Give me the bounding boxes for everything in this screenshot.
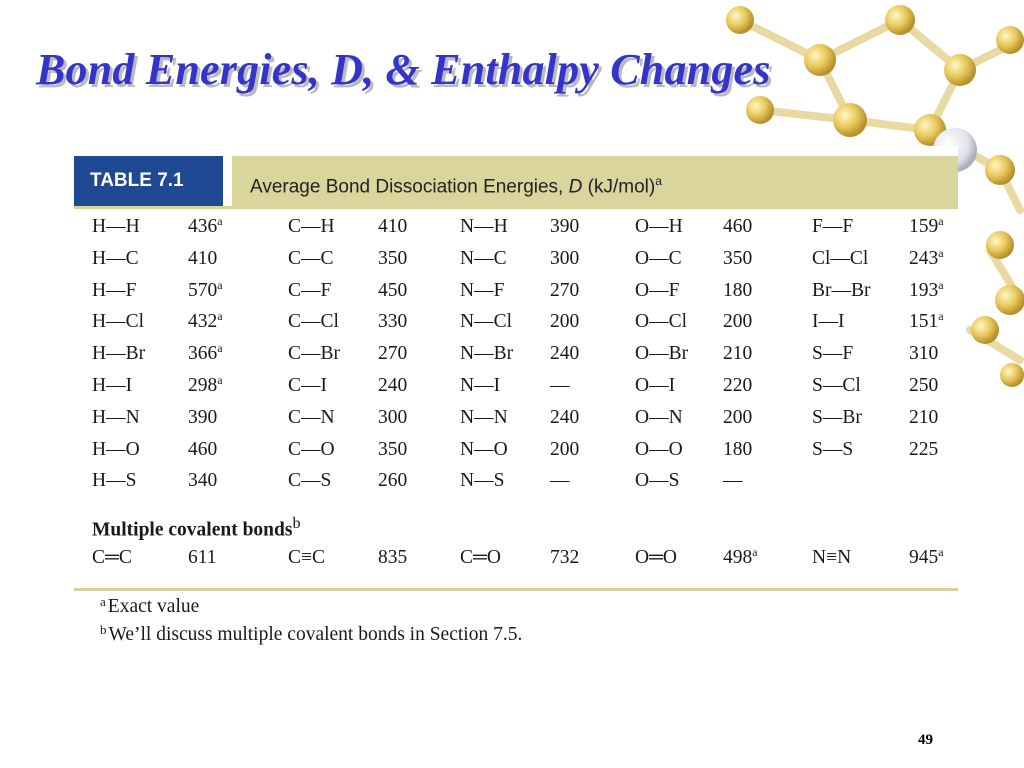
table-row bbox=[92, 343, 958, 375]
bond-energy-value bbox=[550, 311, 579, 333]
bond-energy-value bbox=[909, 407, 938, 429]
bond-label: N—S bbox=[460, 470, 505, 492]
bond-label: O—F bbox=[635, 279, 680, 301]
bond-label: H—H bbox=[92, 216, 140, 237]
footnote-mark: a bbox=[217, 372, 223, 387]
bond-label: N—Cl bbox=[460, 311, 513, 333]
bond-energy-number: 151 bbox=[909, 311, 939, 333]
bond-energy-number: 300 bbox=[550, 247, 580, 269]
bond-energy-value bbox=[378, 216, 407, 238]
bond-energy-value bbox=[188, 248, 217, 270]
footnote-mark: a bbox=[938, 277, 944, 292]
table-row bbox=[92, 470, 958, 502]
bond-label: C═C bbox=[92, 547, 132, 568]
bond-energy-number: 180 bbox=[723, 438, 753, 460]
table-row bbox=[92, 277, 958, 312]
bond-label: O—H bbox=[635, 216, 683, 237]
bond-label: C—S bbox=[288, 470, 332, 492]
bond-energy-value bbox=[550, 343, 579, 365]
bond-energy-number: 159 bbox=[909, 216, 939, 237]
bond-energy-number: 260 bbox=[378, 470, 408, 492]
footnote-text: We’ll discuss multiple covalent bonds in Section 7.5. bbox=[108, 624, 523, 645]
bond-energy-number: 460 bbox=[188, 438, 218, 460]
bond-label: H—N bbox=[92, 406, 140, 428]
bond-energy-value bbox=[188, 277, 223, 302]
bond-energy-value bbox=[723, 439, 752, 461]
footer-rule bbox=[74, 588, 958, 591]
caption-footnote-mark: a bbox=[655, 174, 662, 188]
bond-label: N—N bbox=[460, 406, 508, 428]
bond-energy-number: 243 bbox=[909, 247, 939, 269]
bond-energy-number: 298 bbox=[188, 374, 218, 396]
bond-energy-number: 250 bbox=[909, 374, 939, 396]
bond-energy-value bbox=[550, 375, 570, 397]
bond-energy-number: 300 bbox=[378, 406, 408, 428]
bond-label: O═O bbox=[635, 547, 677, 568]
bond-label: I—I bbox=[812, 311, 845, 333]
bond-label: S—F bbox=[812, 343, 854, 365]
bond-energy-number: 240 bbox=[550, 406, 580, 428]
bond-label: Br—Br bbox=[812, 279, 871, 301]
bond-label: H—I bbox=[92, 374, 133, 396]
footnote-mark: a bbox=[217, 214, 223, 228]
multiple-bonds-footnote-mark: b bbox=[292, 514, 301, 532]
bond-label: C—Cl bbox=[288, 311, 339, 333]
bond-energy-number: 432 bbox=[188, 311, 218, 333]
bond-label: C—O bbox=[288, 438, 335, 460]
bond-energy-value bbox=[188, 547, 217, 569]
bond-energy-value bbox=[723, 248, 752, 270]
bond-energy-value bbox=[550, 547, 579, 569]
bond-energy-number: — bbox=[550, 470, 570, 492]
footnote-marker: a bbox=[100, 594, 106, 609]
bond-label: F—F bbox=[812, 216, 854, 237]
bond-energy-value bbox=[378, 375, 407, 397]
bond-energy-value bbox=[909, 375, 938, 397]
table-row bbox=[92, 311, 958, 343]
bond-energy-value bbox=[723, 407, 752, 429]
bond-label: O—O bbox=[635, 438, 683, 460]
bond-energy-value bbox=[550, 407, 579, 429]
bond-energy-value bbox=[909, 311, 944, 333]
footnote-mark: a bbox=[938, 309, 944, 324]
bond-energy-value bbox=[550, 470, 570, 492]
bond-energy-number: 390 bbox=[550, 216, 580, 237]
bond-energy-value bbox=[378, 407, 407, 429]
bond-energy-value bbox=[909, 547, 944, 569]
slide-title: Bond Energies, D, & Enthalpy Changes bbox=[36, 45, 771, 94]
bond-label: H—Br bbox=[92, 343, 146, 365]
bond-label: H—F bbox=[92, 279, 137, 301]
bond-energy-number: 410 bbox=[188, 247, 218, 269]
bond-energy-value bbox=[188, 372, 223, 397]
bond-energy-number: 498 bbox=[723, 547, 753, 568]
table-row bbox=[92, 439, 958, 471]
bond-energy-value bbox=[378, 248, 407, 270]
bond-energy-number: 570 bbox=[188, 279, 218, 301]
table-header bbox=[74, 156, 958, 206]
bond-label: O—N bbox=[635, 406, 683, 428]
footnote bbox=[100, 596, 522, 624]
bond-label: C—I bbox=[288, 374, 327, 396]
bond-energy-number: 240 bbox=[378, 374, 408, 396]
bond-energy-value bbox=[188, 407, 217, 429]
bond-label: C—Br bbox=[288, 343, 341, 365]
bond-label: N—H bbox=[460, 216, 508, 237]
table-row bbox=[92, 407, 958, 439]
footnote-mark: a bbox=[752, 545, 758, 559]
bond-energy-number: 210 bbox=[723, 343, 753, 365]
bond-energy-value bbox=[909, 277, 944, 302]
bond-label: N—F bbox=[460, 279, 505, 301]
bond-label: O—Cl bbox=[635, 311, 688, 333]
bond-energy-number: 835 bbox=[378, 547, 408, 568]
bond-energy-number: — bbox=[723, 470, 743, 492]
bond-energy-number: 945 bbox=[909, 547, 939, 568]
bond-energy-value bbox=[723, 311, 752, 333]
bond-label: N≡N bbox=[812, 547, 852, 568]
bond-energy-value bbox=[550, 216, 579, 238]
bond-energy-value bbox=[378, 280, 407, 302]
bond-energy-number: 240 bbox=[550, 343, 580, 365]
bond-label: S—S bbox=[812, 438, 854, 460]
bond-energy-number: 310 bbox=[909, 343, 939, 365]
bond-energy-number: 350 bbox=[378, 247, 408, 269]
bond-label: O—C bbox=[635, 247, 682, 269]
table-row-multiple bbox=[92, 547, 958, 579]
bond-energy-value bbox=[550, 439, 579, 461]
bond-energy-number: 410 bbox=[378, 216, 408, 237]
footnote-mark: a bbox=[217, 309, 223, 324]
bond-label: O—Br bbox=[635, 343, 689, 365]
bond-label: C—N bbox=[288, 406, 335, 428]
footnote-mark: a bbox=[938, 245, 944, 260]
bond-energy-number: 225 bbox=[909, 438, 939, 460]
bond-energy-value bbox=[378, 311, 407, 333]
bond-energy-value bbox=[188, 343, 223, 365]
bond-label: O—I bbox=[635, 374, 676, 396]
table-row bbox=[92, 372, 958, 407]
page-number: 49 bbox=[918, 732, 933, 748]
bond-label: S—Br bbox=[812, 406, 862, 428]
bond-energy-number: 330 bbox=[378, 311, 408, 333]
bond-energy-value bbox=[378, 439, 407, 461]
bond-energy-number: 270 bbox=[378, 343, 408, 365]
footnote-mark: a bbox=[217, 277, 223, 292]
bond-label: H—S bbox=[92, 470, 137, 492]
bond-energy-number: 366 bbox=[188, 343, 218, 365]
multiple-bonds-heading bbox=[92, 514, 301, 542]
bond-energy-number: 270 bbox=[550, 279, 580, 301]
footnote-mark: a bbox=[938, 214, 944, 228]
bond-energy-value bbox=[188, 439, 217, 461]
bond-energy-value bbox=[723, 343, 752, 365]
bond-energy-value bbox=[909, 343, 938, 365]
bond-energy-value bbox=[723, 280, 752, 302]
footnotes bbox=[100, 596, 522, 652]
bond-energy-value bbox=[378, 547, 407, 569]
bond-label: C—C bbox=[288, 247, 334, 269]
bond-energy-value bbox=[188, 311, 223, 333]
table-row bbox=[92, 245, 958, 280]
bond-energy-number: 200 bbox=[550, 438, 580, 460]
bond-energy-value bbox=[723, 547, 758, 569]
multiple-bonds-row bbox=[92, 547, 958, 579]
bond-energy-number: 200 bbox=[723, 406, 753, 428]
bond-energy-number: 200 bbox=[550, 311, 580, 333]
bond-label: N—Br bbox=[460, 343, 514, 365]
footnote-marker: b bbox=[100, 622, 107, 637]
footnote-mark: a bbox=[217, 341, 223, 356]
caption-symbol: D bbox=[568, 176, 583, 198]
bond-energy-number: 340 bbox=[188, 470, 218, 492]
bond-energy-value bbox=[909, 245, 944, 270]
bond-energy-value bbox=[909, 439, 938, 461]
bond-energy-value bbox=[378, 470, 407, 492]
bond-label: C—F bbox=[288, 279, 332, 301]
bond-energy-value bbox=[188, 470, 217, 492]
caption-units: (kJ/mol) bbox=[582, 176, 656, 198]
bond-energy-value bbox=[550, 280, 579, 302]
bond-energy-number: 220 bbox=[723, 374, 753, 396]
bond-label: C═O bbox=[460, 547, 501, 568]
bond-energy-number: 732 bbox=[550, 547, 580, 568]
bond-energy-value bbox=[723, 216, 752, 238]
bond-label: C—H bbox=[288, 216, 335, 237]
bond-energy-number: 436 bbox=[188, 216, 218, 237]
bond-label: O—S bbox=[635, 470, 680, 492]
bond-label: N—O bbox=[460, 438, 508, 460]
bond-label: N—C bbox=[460, 247, 507, 269]
bond-energy-number: 350 bbox=[378, 438, 408, 460]
bond-label: H—Cl bbox=[92, 311, 145, 333]
bond-energy-number: 390 bbox=[188, 406, 218, 428]
bond-label: S—Cl bbox=[812, 374, 861, 396]
bond-label: C≡C bbox=[288, 547, 326, 568]
footnote-text: Exact value bbox=[107, 596, 200, 617]
bond-energy-number: 460 bbox=[723, 216, 753, 237]
bond-energy-number: 200 bbox=[723, 311, 753, 333]
bond-energy-number: 180 bbox=[723, 279, 753, 301]
bond-energy-number: 210 bbox=[909, 406, 939, 428]
bond-energy-value bbox=[723, 375, 752, 397]
bond-energy-number: 611 bbox=[188, 547, 217, 568]
footnote-mark: a bbox=[938, 545, 944, 559]
bond-label: N—I bbox=[460, 374, 501, 396]
bond-label: Cl—Cl bbox=[812, 247, 869, 269]
bond-label: H—O bbox=[92, 438, 140, 460]
multiple-bonds-heading-text: Multiple covalent bonds bbox=[92, 519, 293, 541]
bond-energy-number: 450 bbox=[378, 279, 408, 301]
bond-energy-value bbox=[378, 343, 407, 365]
table-caption bbox=[232, 156, 958, 206]
header-rule bbox=[74, 206, 958, 209]
bond-energy-number: — bbox=[550, 374, 570, 396]
bond-energy-grid bbox=[92, 216, 958, 502]
bond-energy-number: 193 bbox=[909, 279, 939, 301]
bond-energy-value bbox=[723, 470, 743, 492]
table-row bbox=[92, 216, 958, 248]
bond-energy-value bbox=[550, 248, 579, 270]
bond-energy-value bbox=[909, 216, 944, 238]
bond-energy-value bbox=[188, 216, 223, 238]
bond-energy-number: 350 bbox=[723, 247, 753, 269]
table-tag: TABLE 7.1 bbox=[74, 156, 223, 206]
caption-prefix: Average Bond Dissociation Energies, bbox=[250, 176, 569, 198]
bond-label: H—C bbox=[92, 247, 139, 269]
footnote bbox=[100, 624, 522, 652]
